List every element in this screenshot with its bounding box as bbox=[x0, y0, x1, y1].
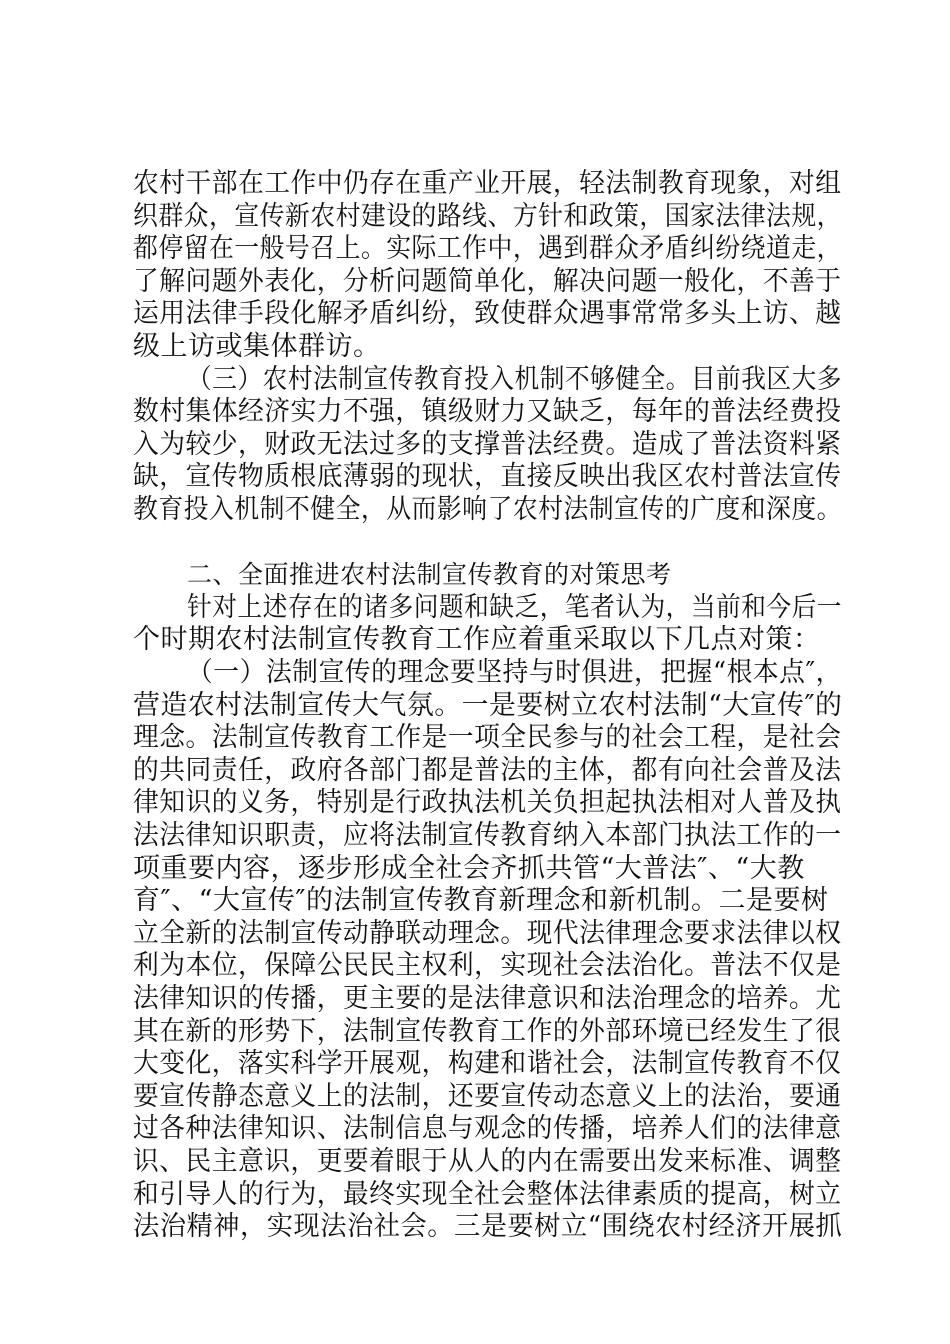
text-line: 理念。法制宣传教育工作是一项全民参与的社会工程，是社会 bbox=[133, 722, 842, 754]
text-line: 识、民主意识，更要着眼于从人的内在需要出发来标准、调整 bbox=[133, 1146, 842, 1177]
text-line: 织群众，宣传新农村建设的路线、方针和政策，国家法律法规， bbox=[133, 200, 842, 232]
text-line: 缺，宣传物质根底薄弱的现状，直接反映出我区农村普法宣传 bbox=[133, 461, 842, 493]
section-heading: 二、全面推进农村法制宣传教育的对策思考 bbox=[187, 560, 672, 590]
text-line: （三）农村法制宣传教育投入机制不够健全。目前我区大多 bbox=[187, 363, 842, 395]
text-line: 利为本位，保障公民民主权利，实现社会法治化。普法不仅是 bbox=[133, 950, 842, 982]
text-line: 针对上述存在的诸多问题和缺乏，笔者认为，当前和今后一 bbox=[187, 591, 842, 623]
text-line: 运用法律手段化解矛盾纠纷，致使群众遇事常常多头上访、越 bbox=[133, 298, 842, 330]
text-line: 律知识的义务，特别是行政执法机关负担起执法相对人普及执 bbox=[133, 787, 842, 819]
text-line: 法法律知识职责，应将法制宣传教育纳入本部门执法工作的一 bbox=[133, 820, 842, 851]
text-line: 项重要内容，逐步形成全社会齐抓共管“大普法″、“大教 bbox=[133, 852, 805, 884]
text-line: 的共同责任，政府各部门都是普法的主体，都有向社会普及法 bbox=[133, 754, 842, 786]
text-line: 法治精神，实现法治社会。三是要树立“围绕农村经济开展抓 bbox=[133, 1211, 843, 1243]
text-line: 要宣传静态意义上的法制，还要宣传动态意义上的法治，要通 bbox=[133, 1080, 842, 1112]
text-line: 立全新的法制宣传动静联动理念。现代法律理念要求法律以权 bbox=[133, 917, 842, 949]
text-line: 过各种法律知识、法制信息与观念的传播，培养人们的法律意 bbox=[133, 1113, 842, 1145]
text-line: 入为较少，财政无法过多的支撑普法经费。造成了普法资料紧 bbox=[133, 428, 842, 460]
text-line: （一）法制宣传的理念要坚持与时俱进，把握“根本点″， bbox=[187, 657, 842, 688]
text-line: 都停留在一般号召上。实际工作中，遇到群众矛盾纠纷绕道走， bbox=[133, 233, 842, 265]
text-line: 农村干部在工作中仍存在重产业开展，轻法制教育现象，对组 bbox=[133, 168, 842, 199]
text-line: 其在新的形势下，法制宣传教育工作的外部环境已经发生了很 bbox=[133, 1015, 842, 1047]
text-line: 个时期农村法制宣传教育工作应着重采取以下几点对策： bbox=[133, 624, 821, 656]
text-line: 大变化，落实科学开展观，构建和谐社会，法制宣传教育不仅 bbox=[133, 1048, 842, 1080]
text-line: 育″、“大宣传″的法制宣传教育新理念和新机制。二是要树 bbox=[133, 885, 829, 917]
text-line: 数村集体经济实力不强，镇级财力又缺乏，每年的普法经费投 bbox=[133, 396, 842, 428]
text-line: 营造农村法制宣传大气氛。一是要树立农村法制“大宣传″的 bbox=[133, 689, 843, 721]
text-line: 了解问题外表化，分析问题简单化，解决问题一般化，不善于 bbox=[133, 265, 842, 297]
text-line: 教育投入机制不健全，从而影响了农村法制宣传的广度和深度。 bbox=[133, 494, 842, 525]
text-line: 级上访或集体群访。 bbox=[133, 331, 381, 362]
text-line: 和引导人的行为，最终实现全社会整体法律素质的提高，树立 bbox=[133, 1178, 842, 1210]
text-line: 法律知识的传播，更主要的是法律意识和法治理念的培养。尤 bbox=[133, 983, 842, 1014]
